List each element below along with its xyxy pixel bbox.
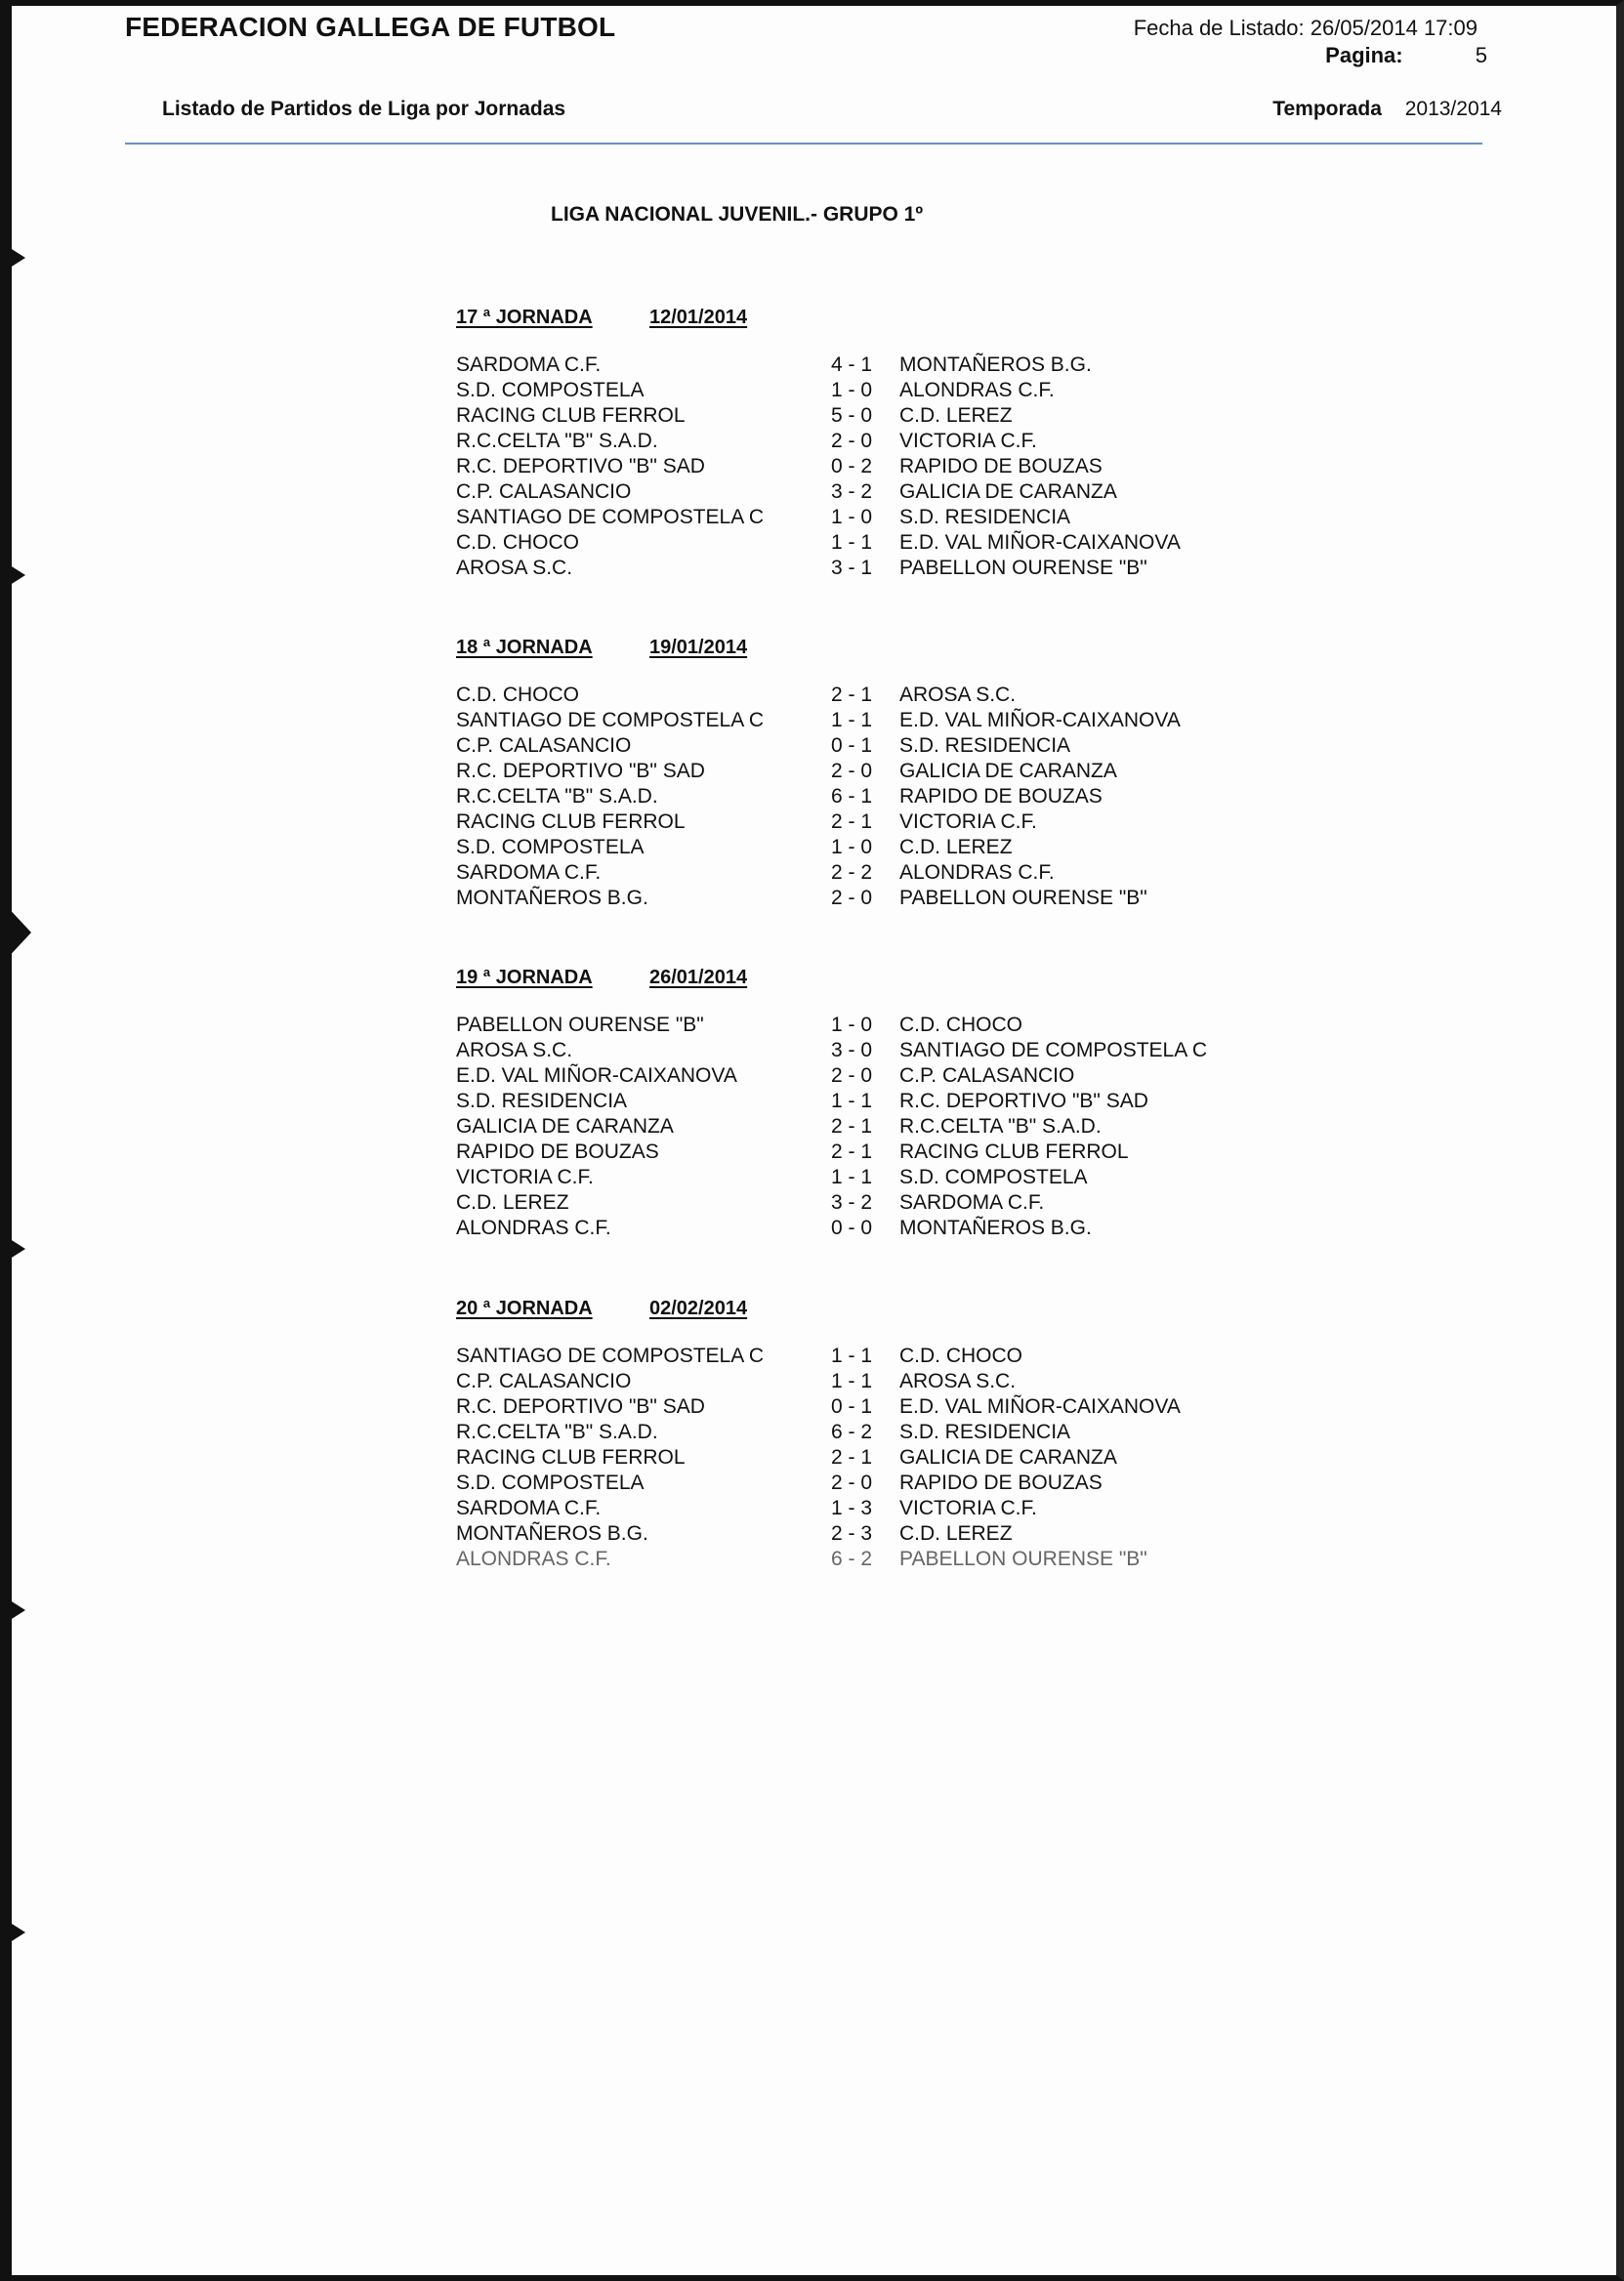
match-row <box>456 1038 1335 1063</box>
home-team: C.P. CALASANCIO <box>456 734 632 757</box>
scan-mark <box>4 903 31 962</box>
round-date: 12/01/2014 <box>649 307 748 328</box>
match-score: 4 - 1 <box>830 353 873 376</box>
match-score: 5 - 0 <box>830 404 873 427</box>
away-team: C.D. CHOCO <box>899 1345 1022 1367</box>
match-score: 2 - 0 <box>830 760 873 782</box>
match-row <box>456 683 1335 708</box>
away-team: C.D. LEREZ <box>899 404 1013 427</box>
match-score: 3 - 2 <box>830 1191 873 1214</box>
season-label: Temporada <box>1272 98 1382 120</box>
home-team: PABELLON OURENSE "B" <box>456 1014 704 1036</box>
away-team: C.D. LEREZ <box>899 1522 1013 1545</box>
match-row <box>456 479 1335 505</box>
match-row <box>456 1496 1335 1521</box>
match-score: 6 - 2 <box>830 1421 873 1443</box>
round-label: 19 ª JORNADA <box>456 967 593 988</box>
match-score: 2 - 0 <box>830 430 873 452</box>
match-row <box>456 1394 1335 1420</box>
round-section <box>456 632 1335 911</box>
home-team: SARDOMA C.F. <box>456 861 602 884</box>
match-score: 0 - 0 <box>830 1217 873 1239</box>
away-team: PABELLON OURENSE "B" <box>899 887 1147 909</box>
match-score: 2 - 1 <box>830 684 873 706</box>
scan-mark <box>4 244 25 271</box>
away-team: PABELLON OURENSE "B" <box>899 1548 1147 1570</box>
round-date: 19/01/2014 <box>649 637 748 658</box>
match-score: 3 - 0 <box>830 1039 873 1061</box>
home-team: SARDOMA C.F. <box>456 353 602 376</box>
home-team: C.P. CALASANCIO <box>456 480 632 503</box>
home-team: VICTORIA C.F. <box>456 1166 594 1188</box>
home-team: ALONDRAS C.F. <box>456 1217 611 1239</box>
match-row <box>456 809 1335 835</box>
match-row <box>456 1190 1335 1216</box>
home-team: MONTAÑEROS B.G. <box>456 1522 648 1545</box>
match-score: 2 - 1 <box>830 1446 873 1469</box>
match-row <box>456 1547 1335 1572</box>
away-team: E.D. VAL MIÑOR-CAIXANOVA <box>899 709 1181 731</box>
match-score: 3 - 1 <box>830 557 873 579</box>
round-heading <box>456 962 1335 993</box>
home-team: SANTIAGO DE COMPOSTELA C <box>456 1345 765 1367</box>
match-row <box>456 759 1335 784</box>
scan-mark <box>4 561 25 589</box>
home-team: RACING CLUB FERROL <box>456 404 686 427</box>
match-score: 1 - 1 <box>830 1166 873 1188</box>
federation-title: FEDERACION GALLEGA DE FUTBOL <box>125 12 616 42</box>
home-team: RACING CLUB FERROL <box>456 1446 686 1469</box>
away-team: VICTORIA C.F. <box>899 430 1037 452</box>
home-team: MONTAÑEROS B.G. <box>456 887 648 909</box>
round-heading <box>456 632 1335 663</box>
home-team: S.D. COMPOSTELA <box>456 379 645 401</box>
header-divider <box>125 143 1482 145</box>
home-team: S.D. COMPOSTELA <box>456 1472 645 1494</box>
away-team: GALICIA DE CARANZA <box>899 1446 1117 1469</box>
away-team: ALONDRAS C.F. <box>899 861 1055 884</box>
match-row <box>456 1445 1335 1471</box>
away-team: S.D. RESIDENCIA <box>899 734 1071 757</box>
away-team: E.D. VAL MIÑOR-CAIXANOVA <box>899 1395 1181 1418</box>
match-row <box>456 1471 1335 1496</box>
home-team: AROSA S.C. <box>456 557 573 579</box>
league-title: LIGA NACIONAL JUVENIL.- GRUPO 1º <box>551 203 924 226</box>
match-row <box>456 353 1335 378</box>
home-team: R.C. DEPORTIVO "B" SAD <box>456 455 705 477</box>
home-team: C.D. CHOCO <box>456 684 579 706</box>
match-score: 1 - 1 <box>830 1090 873 1112</box>
away-team: VICTORIA C.F. <box>899 1497 1037 1519</box>
round-section <box>456 302 1335 581</box>
home-team: RAPIDO DE BOUZAS <box>456 1140 659 1163</box>
match-score: 0 - 2 <box>830 455 873 477</box>
home-team: GALICIA DE CARANZA <box>456 1115 674 1138</box>
home-team: ALONDRAS C.F. <box>456 1548 611 1570</box>
round-heading <box>456 1293 1335 1324</box>
match-score: 6 - 1 <box>830 785 873 808</box>
match-row <box>456 505 1335 530</box>
match-score: 2 - 0 <box>830 1472 873 1494</box>
away-team: R.C.CELTA "B" S.A.D. <box>899 1115 1102 1138</box>
home-team: R.C.CELTA "B" S.A.D. <box>456 785 658 808</box>
home-team: C.D. LEREZ <box>456 1191 569 1214</box>
away-team: MONTAÑEROS B.G. <box>899 353 1092 376</box>
match-score: 1 - 1 <box>830 709 873 731</box>
match-row <box>456 530 1335 556</box>
home-team: E.D. VAL MIÑOR-CAIXANOVA <box>456 1064 737 1087</box>
match-score: 0 - 1 <box>830 1395 873 1418</box>
match-score: 1 - 3 <box>830 1497 873 1519</box>
away-team: AROSA S.C. <box>899 1370 1017 1392</box>
round-label: 20 ª JORNADA <box>456 1298 593 1319</box>
away-team: GALICIA DE CARANZA <box>899 480 1117 503</box>
round-section <box>456 1293 1335 1572</box>
away-team: SANTIAGO DE COMPOSTELA C <box>899 1039 1208 1061</box>
match-score: 0 - 1 <box>830 734 873 757</box>
away-team: MONTAÑEROS B.G. <box>899 1217 1092 1239</box>
match-score: 1 - 1 <box>830 1370 873 1392</box>
match-row <box>456 860 1335 886</box>
away-team: SARDOMA C.F. <box>899 1191 1045 1214</box>
home-team: R.C.CELTA "B" S.A.D. <box>456 430 658 452</box>
match-row <box>456 1013 1335 1038</box>
season <box>1272 98 1502 121</box>
round-date: 02/02/2014 <box>649 1298 748 1319</box>
away-team: PABELLON OURENSE "B" <box>899 557 1147 579</box>
round-label: 17 ª JORNADA <box>456 307 593 328</box>
match-row <box>456 454 1335 479</box>
match-row <box>456 1114 1335 1140</box>
away-team: E.D. VAL MIÑOR-CAIXANOVA <box>899 531 1181 554</box>
home-team: SANTIAGO DE COMPOSTELA C <box>456 506 765 528</box>
match-row <box>456 733 1335 759</box>
match-score: 1 - 0 <box>830 506 873 528</box>
match-row <box>456 429 1335 454</box>
match-score: 2 - 1 <box>830 810 873 833</box>
match-score: 2 - 0 <box>830 887 873 909</box>
away-team: C.D. CHOCO <box>899 1014 1022 1036</box>
home-team: SANTIAGO DE COMPOSTELA C <box>456 709 765 731</box>
scan-mark <box>4 1597 25 1624</box>
away-team: C.P. CALASANCIO <box>899 1064 1075 1087</box>
match-score: 3 - 2 <box>830 480 873 503</box>
match-row <box>456 886 1335 911</box>
match-row <box>456 556 1335 581</box>
home-team: S.D. COMPOSTELA <box>456 836 645 858</box>
match-row <box>456 784 1335 809</box>
match-score: 1 - 0 <box>830 379 873 401</box>
match-row <box>456 1369 1335 1394</box>
home-team: S.D. RESIDENCIA <box>456 1090 628 1112</box>
listing-date-label: Fecha de Listado: <box>1133 16 1305 40</box>
listing-date-value: 26/05/2014 17:09 <box>1310 16 1478 40</box>
away-team: RAPIDO DE BOUZAS <box>899 785 1103 808</box>
away-team: R.C. DEPORTIVO "B" SAD <box>899 1090 1148 1112</box>
round-heading <box>456 302 1335 333</box>
page-label: Pagina: <box>1325 43 1403 67</box>
match-row <box>456 1420 1335 1445</box>
round-label: 18 ª JORNADA <box>456 637 593 658</box>
scan-mark <box>4 1919 25 1946</box>
home-team: R.C. DEPORTIVO "B" SAD <box>456 1395 705 1418</box>
match-score: 2 - 3 <box>830 1522 873 1545</box>
match-score: 2 - 0 <box>830 1064 873 1087</box>
match-score: 1 - 1 <box>830 531 873 554</box>
round-section <box>456 962 1335 1241</box>
away-team: RACING CLUB FERROL <box>899 1140 1129 1163</box>
match-score: 1 - 0 <box>830 1014 873 1036</box>
away-team: S.D. RESIDENCIA <box>899 506 1071 528</box>
match-score: 2 - 1 <box>830 1115 873 1138</box>
away-team: RAPIDO DE BOUZAS <box>899 455 1103 477</box>
match-row <box>456 1165 1335 1190</box>
match-score: 2 - 2 <box>830 861 873 884</box>
away-team: AROSA S.C. <box>899 684 1017 706</box>
home-team: C.P. CALASANCIO <box>456 1370 632 1392</box>
home-team: RACING CLUB FERROL <box>456 810 686 833</box>
away-team: S.D. COMPOSTELA <box>899 1166 1088 1188</box>
listing-subtitle: Listado de Partidos de Liga por Jornadas <box>162 98 566 120</box>
page-value: 5 <box>1475 43 1487 67</box>
home-team: AROSA S.C. <box>456 1039 573 1061</box>
match-row <box>456 708 1335 733</box>
home-team: R.C. DEPORTIVO "B" SAD <box>456 760 705 782</box>
season-value: 2013/2014 <box>1404 98 1502 120</box>
match-score: 1 - 0 <box>830 836 873 858</box>
round-date: 26/01/2014 <box>649 967 748 988</box>
away-team: VICTORIA C.F. <box>899 810 1037 833</box>
match-row <box>456 1089 1335 1114</box>
match-row <box>456 1344 1335 1369</box>
home-team: C.D. CHOCO <box>456 531 579 554</box>
match-row <box>456 1521 1335 1547</box>
match-score: 1 - 1 <box>830 1345 873 1367</box>
away-team: S.D. RESIDENCIA <box>899 1421 1071 1443</box>
away-team: GALICIA DE CARANZA <box>899 760 1117 782</box>
match-row <box>456 1063 1335 1089</box>
match-row <box>456 403 1335 429</box>
away-team: RAPIDO DE BOUZAS <box>899 1472 1103 1494</box>
page-number <box>1325 43 1487 68</box>
away-team: ALONDRAS C.F. <box>899 379 1055 401</box>
match-row <box>456 378 1335 403</box>
scan-mark <box>4 1235 25 1263</box>
match-row <box>456 1140 1335 1165</box>
match-score: 2 - 1 <box>830 1140 873 1163</box>
match-score: 6 - 2 <box>830 1548 873 1570</box>
match-row <box>456 1216 1335 1241</box>
home-team: R.C.CELTA "B" S.A.D. <box>456 1421 658 1443</box>
listing-date <box>1134 16 1478 41</box>
away-team: C.D. LEREZ <box>899 836 1013 858</box>
match-row <box>456 835 1335 860</box>
home-team: SARDOMA C.F. <box>456 1497 602 1519</box>
